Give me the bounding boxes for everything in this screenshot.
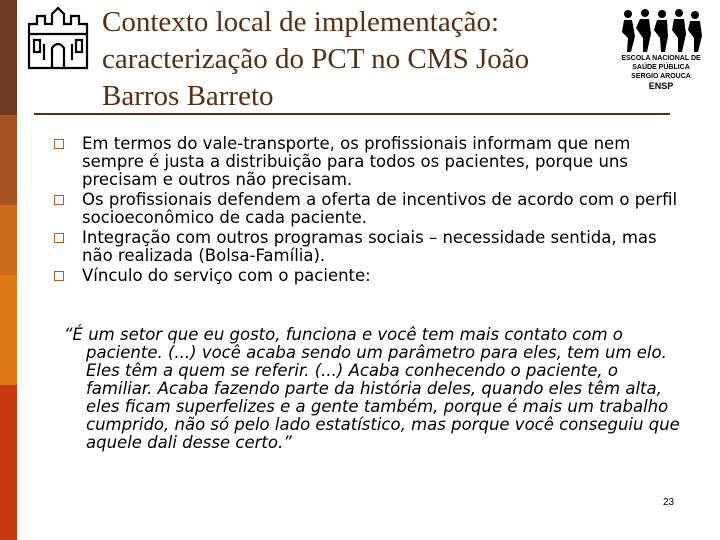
- page-number: 23: [663, 497, 675, 508]
- stripe-red: [0, 385, 17, 540]
- bullet-item: [54, 191, 684, 227]
- bullet-text: Integração com outros programas sociais – necessidade sentida, mas não realizada (Bolsa-Família).: [82, 228, 657, 265]
- stripe-orange: [0, 205, 17, 275]
- title-underline: [34, 113, 670, 115]
- bullet-list: [54, 135, 684, 287]
- stripe-brown: [0, 115, 17, 205]
- bullet-item: [54, 267, 684, 285]
- ensp-logo: [610, 8, 712, 93]
- bullet-text: Os profissionais defendem a oferta de incentivos de acordo com o perfil socioeconômico de cada paciente.: [82, 190, 678, 227]
- bullet-text: Vínculo do serviço com o paciente:: [82, 266, 371, 285]
- building-outline-icon: [26, 4, 90, 70]
- stripe-light-orange: [0, 275, 17, 385]
- title-line-2: caracterização do PCT no CMS João: [102, 43, 530, 75]
- title-line-1: Contexto local de implementação:: [102, 6, 500, 38]
- ensp-logo-line-3: ENSP: [648, 81, 674, 91]
- dancing-figures-icon: [618, 8, 704, 54]
- slide-title: [102, 4, 622, 115]
- bullet-text: Em termos do vale-transporte, os profissionais informam que nem sempre é justa a distribuição para todos os pacientes, porque uns precisam e outros não precisam.: [82, 134, 631, 189]
- title-line-3: Barros Barreto: [102, 80, 274, 112]
- bullet-item: [54, 135, 684, 189]
- ensp-logo-line-2: SERGIO AROUCA: [631, 73, 691, 80]
- stripe-dark-brown: [0, 0, 17, 115]
- square-bullet-icon: [54, 271, 64, 281]
- bullet-item: [54, 229, 684, 265]
- interview-quote: “É um setor que eu gosto, funciona e você tem mais contato com o paciente. (...) você acaba sendo um parâmetro para eles, tem um elo. Eles têm a quem se referir. (...) Acaba conhecendo o paciente, o familiar. Acaba fazendo parte da história deles, quando eles têm alta, eles ficam superfelizes e a gente também, porque é mais um trabalho cumprido, não só pelo lado estatístico, mas porque você conseguiu que aquele dali desse certo.”: [64, 325, 680, 452]
- square-bullet-icon: [54, 195, 64, 205]
- square-bullet-icon: [54, 233, 64, 243]
- square-bullet-icon: [54, 139, 64, 149]
- ensp-logo-line-1: ESCOLA NACIONAL DE SAÚDE PÚBLICA: [621, 55, 701, 71]
